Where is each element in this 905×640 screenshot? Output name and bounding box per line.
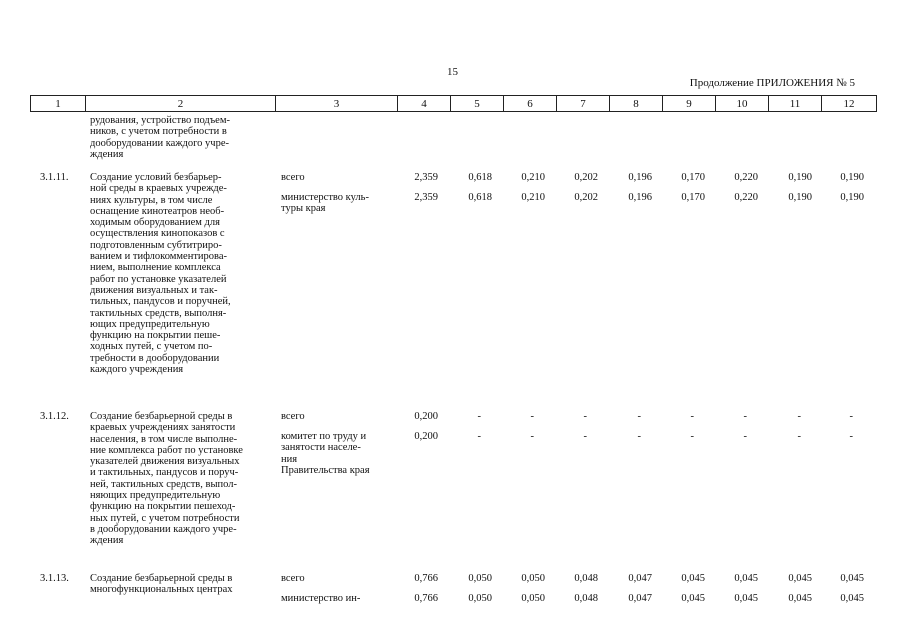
value-cell: 0,220 [734, 192, 758, 203]
value-cell: 0,210 [521, 192, 545, 203]
value-cell: - [690, 411, 694, 422]
row-description: Создание условий безбарьер- ной среды в краевых учрежде- ниях культуры, в том числе оснащение кинотеатров необ- ходимым оборудованием для осуществления кинопоказов с подготовленным субтитриро- ванием и тифлокомментирова- нием, выполнение комплекса работ по установке указателей движения визуальных и так- тильных, пандусов и поручней, тактильных средств, выполня- ющих предупредительную функцию на покрытии пеше- ходных путей, с учетом по- требности в дооборудовании каждого учреждения [90, 172, 231, 376]
value-cell: - [690, 431, 694, 442]
value-cell: 0,766 [414, 573, 438, 584]
value-cell: 0,050 [468, 593, 492, 604]
value-cell: - [637, 431, 641, 442]
source-name: министерство куль- туры края [281, 192, 369, 215]
row-code: 3.1.13. [40, 573, 69, 584]
header-col-2: 2 [86, 96, 276, 112]
value-cell: 0,047 [628, 573, 652, 584]
value-cell: 0,045 [681, 593, 705, 604]
row-description: Создание безбарьерной среды в краевых учреждениях занятости населения, в том числе выполне- ние комплекса работ по установке указателей движения визуальных и тактильных, пандусов и поруч- ней, тактильных средств, выпол- няющих предупредительную функцию на покрытии пешеход- ных путей, с учетом потребности в дооборудовании каждого учре- ждения [90, 411, 243, 547]
value-cell: 0,618 [468, 192, 492, 203]
header-col-7: 7 [557, 96, 610, 112]
value-cell: - [849, 431, 853, 442]
header-col-5: 5 [451, 96, 504, 112]
header-col-11: 11 [769, 96, 822, 112]
value-cell: 0,190 [788, 192, 812, 203]
value-cell: - [530, 431, 534, 442]
header-col-8: 8 [610, 96, 663, 112]
source-name: министерство ин- [281, 593, 361, 604]
value-cell: 0,048 [574, 573, 598, 584]
source-name: комитет по труду и занятости населе- ния Правительства края [281, 431, 370, 476]
value-cell: 0,045 [681, 573, 705, 584]
value-cell: 0,618 [468, 172, 492, 183]
value-cell: - [637, 411, 641, 422]
value-cell: 0,045 [788, 593, 812, 604]
header-col-4: 4 [398, 96, 451, 112]
source-name: всего [281, 172, 305, 183]
value-cell: 0,045 [734, 573, 758, 584]
value-cell: 0,170 [681, 172, 705, 183]
value-cell: 0,050 [521, 573, 545, 584]
value-cell: 0,190 [840, 172, 864, 183]
carryover-text: рудования, устройство подъем- ников, с учетом потребности в дооборудовании каждого учре- ждения [90, 115, 230, 160]
value-cell: 0,045 [734, 593, 758, 604]
value-cell: 0,045 [840, 593, 864, 604]
value-cell: - [797, 431, 801, 442]
row-description: Создание безбарьерной среды в многофункциональных центрах [90, 573, 233, 596]
value-cell: 0,200 [414, 411, 438, 422]
value-cell: 0,200 [414, 431, 438, 442]
page-number: 15 [447, 66, 458, 78]
header-col-9: 9 [663, 96, 716, 112]
value-cell: - [743, 411, 747, 422]
value-cell: 0,190 [840, 192, 864, 203]
header-col-1: 1 [31, 96, 86, 112]
value-cell: 0,048 [574, 593, 598, 604]
continuation-title: Продолжение ПРИЛОЖЕНИЯ № 5 [689, 77, 855, 89]
value-cell: 0,170 [681, 192, 705, 203]
header-col-3: 3 [276, 96, 398, 112]
value-cell: 2,359 [414, 192, 438, 203]
value-cell: 0,766 [414, 593, 438, 604]
value-cell: 0,190 [788, 172, 812, 183]
header-col-6: 6 [504, 96, 557, 112]
value-cell: - [477, 431, 481, 442]
value-cell: 0,196 [628, 192, 652, 203]
table-header [30, 95, 877, 112]
row-code: 3.1.11. [40, 172, 69, 183]
header-col-12: 12 [822, 96, 877, 112]
value-cell: - [583, 431, 587, 442]
value-cell: - [530, 411, 534, 422]
value-cell: 0,045 [840, 573, 864, 584]
value-cell: 0,220 [734, 172, 758, 183]
value-cell: 0,050 [468, 573, 492, 584]
row-code: 3.1.12. [40, 411, 69, 422]
value-cell: - [743, 431, 747, 442]
value-cell: 0,202 [574, 192, 598, 203]
value-cell: - [477, 411, 481, 422]
value-cell: 0,045 [788, 573, 812, 584]
source-name: всего [281, 411, 305, 422]
value-cell: 2,359 [414, 172, 438, 183]
value-cell: - [583, 411, 587, 422]
value-cell: 0,210 [521, 172, 545, 183]
value-cell: 0,196 [628, 172, 652, 183]
source-name: всего [281, 573, 305, 584]
value-cell: 0,050 [521, 593, 545, 604]
value-cell: - [797, 411, 801, 422]
value-cell: 0,202 [574, 172, 598, 183]
header-col-10: 10 [716, 96, 769, 112]
value-cell: 0,047 [628, 593, 652, 604]
value-cell: - [849, 411, 853, 422]
